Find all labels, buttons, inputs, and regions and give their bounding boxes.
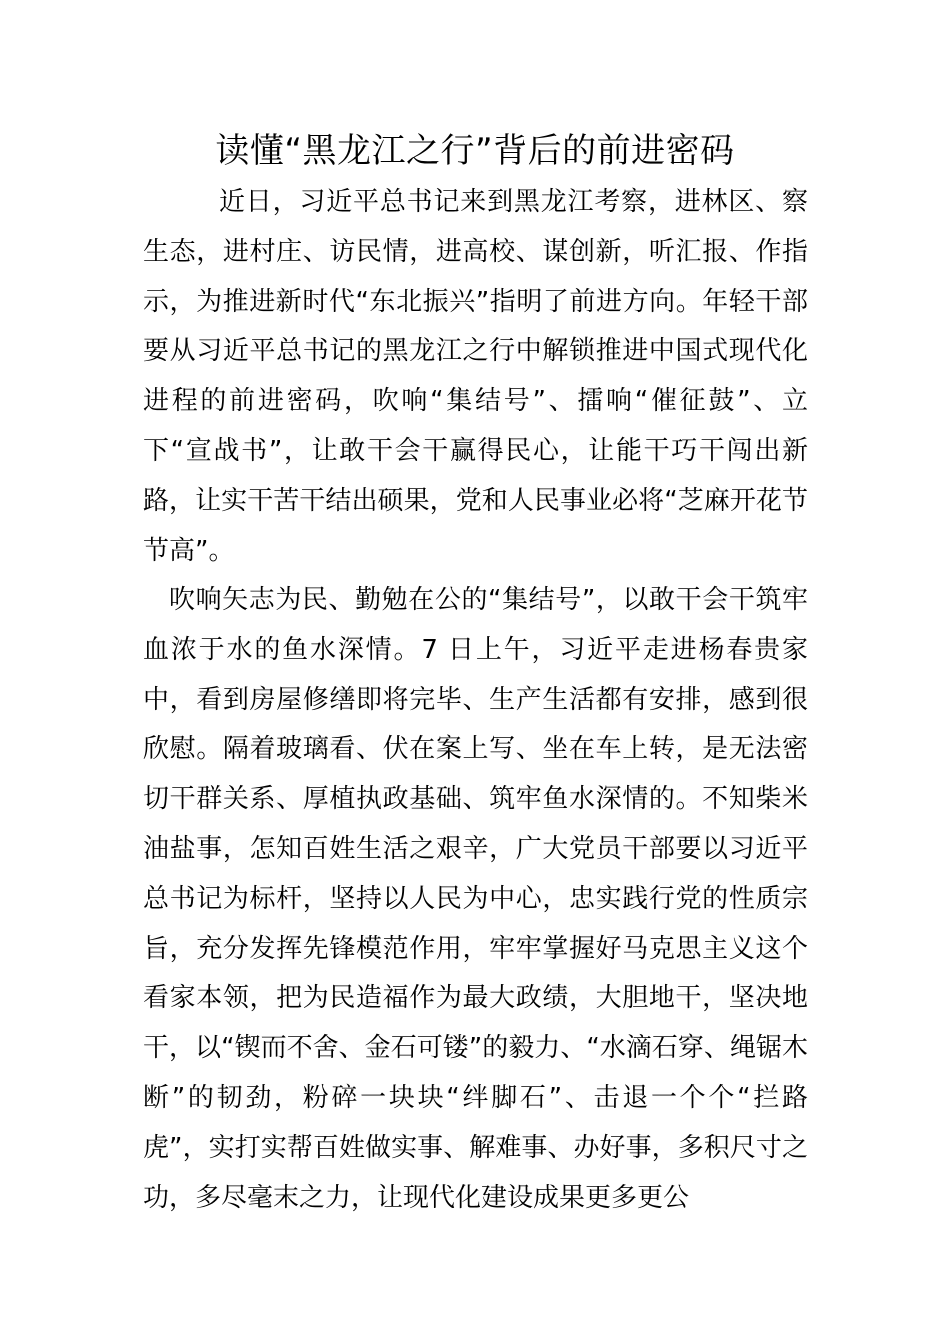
paragraph-intro: 近日，习近平总书记来到黑龙江考察，进林区、察生态，进村庄、访民情，进高校、谋创新，听汇报、作指示，为推进新时代“东北振兴”指明了前进方向。年轻干部要从习近平总书记的黑龙江之行中解锁推进中国式现代化进程的前进密码，吹响“集结号”、擂响“催征鼓”、立下“宣战书”，让敢干会干赢得民心，让能干巧干闯出新路，让实干苦干结出硕果，党和人民事业必将“芝麻开花节节高”。 — [143, 187, 808, 566]
paragraph-rally-call: 吹响矢志为民、勤勉在公的“集结号”，以敢干会干筑牢血浓于水的鱼水深情。7 日上午，习近平走进杨春贵家中，看到房屋修缮即将完毕、生产生活都有安排，感到很欣慰。隔着玻璃看、伏在案上写、坐在车上转，是无法密切干群关系、厚植执政基础、筑牢鱼水深情的。不知柴米油盐事，怎知百姓生活之艰辛，广大党员干部要以习近平总书记为标杆，坚持以人民为中心，忠实践行党的性质宗旨，充分发挥先锋模范作用，牢牢掌握好马克思主义这个看家本领，把为民造福作为最大政绩，大胆地干，坚决地干，以“锲而不舍、金石可镂”的毅力、“水滴石穿、绳锯木断”的韧劲，粉碎一块块“绊脚石”、击退一个个“拦路虎”，实打实帮百姓做实事、解难事、办好事，多积尺寸之功，多尽毫末之力，让现代化建设成果更多更公 — [143, 585, 808, 1213]
document-title: 读懂“黑龙江之行”背后的前进密码 — [215, 131, 735, 171]
